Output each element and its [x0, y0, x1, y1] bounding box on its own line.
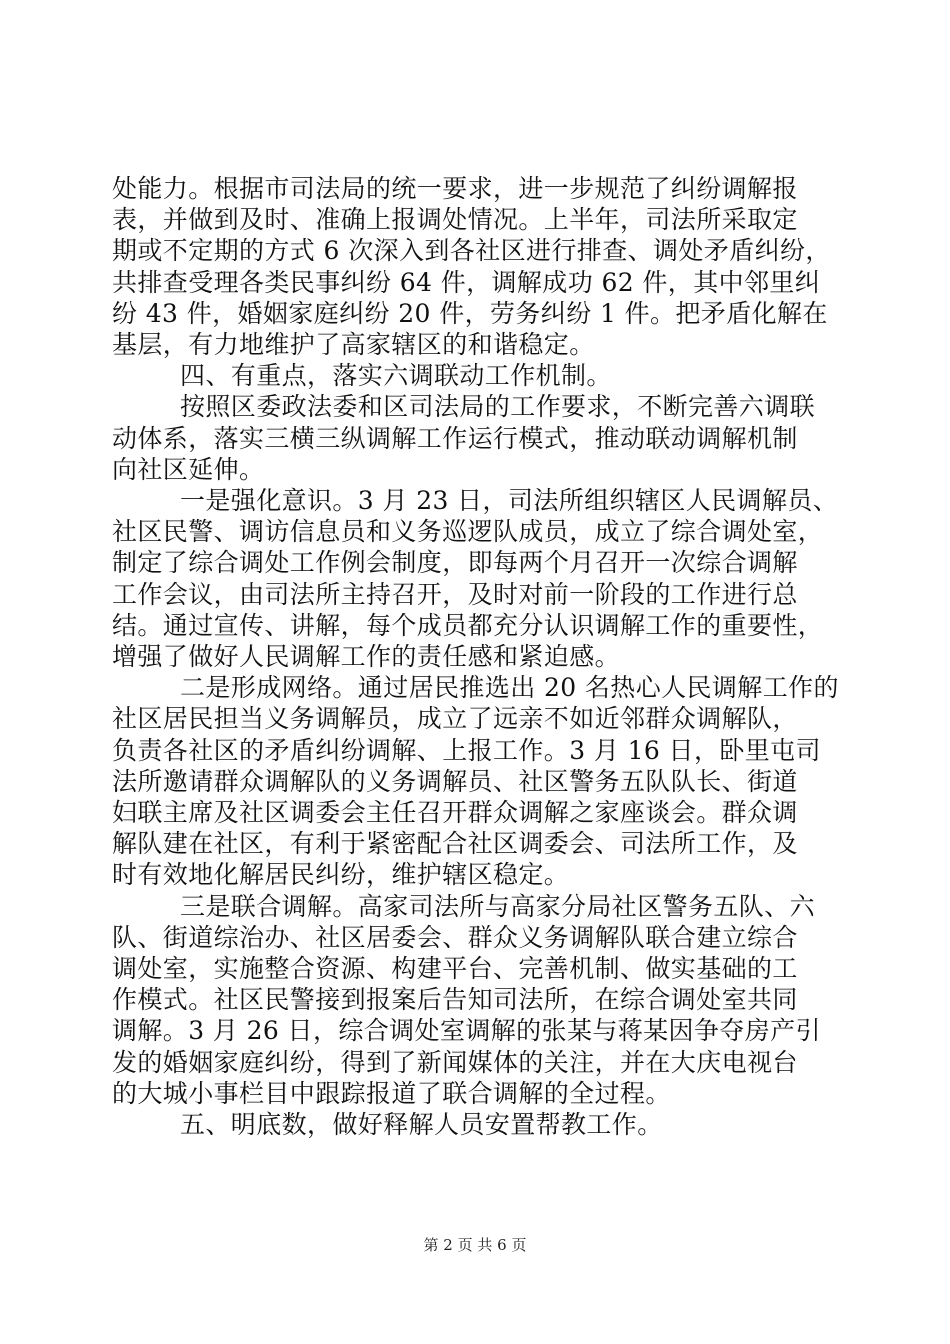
- text-line: 时有效地化解居民纠纷，维护辖区稳定。: [112, 860, 570, 890]
- text-line: 一是强化意识。3 月 23 日，司法所组织辖区人民调解员、: [180, 486, 839, 515]
- text-line: 负责各社区的矛盾纠纷调解、上报工作。3 月 16 日，卧里屯司: [112, 735, 821, 765]
- text-line: 动体系，落实三横三纵调解工作运行模式，推动联动调解机制: [112, 423, 798, 453]
- text-line: 调解。3 月 26 日，综合调处室调解的张某与蒋某因争夺房产引: [112, 1016, 821, 1046]
- text-line: 发的婚姻家庭纠纷，得到了新闻媒体的关注，并在大庆电视台: [112, 1047, 798, 1077]
- text-line: 的大城小事栏目中跟踪报道了联合调解的全过程。: [112, 1078, 671, 1108]
- text-line: 调处室，实施整合资源、构建平台、完善机制、做实基础的工: [112, 954, 798, 983]
- text-line: 增强了做好人民调解工作的责任感和紧迫感。: [112, 642, 621, 671]
- text-line: 妇联主席及社区调委会主任召开群众调解之家座谈会。群众调: [112, 798, 798, 827]
- text-line: 期或不定期的方式 6 次深入到各社区进行排查、调处矛盾纠纷，: [112, 236, 831, 266]
- text-line: 工作会议，由司法所主持召开，及时对前一阶段的工作进行总: [112, 579, 798, 609]
- text-line: 表，并做到及时、准确上报调处情况。上半年，司法所采取定: [112, 205, 798, 235]
- page-footer: 第 2 页 共 6 页: [423, 1236, 527, 1254]
- text-line: 法所邀请群众调解队的义务调解员、社区警务五队队长、街道: [112, 766, 798, 796]
- text-line: 基层，有力地维护了高家辖区的和谐稳定。: [112, 330, 595, 359]
- text-line: 处能力。根据市司法局的统一要求，进一步规范了纠纷调解报: [112, 174, 798, 203]
- text-line: 按照区委政法委和区司法局的工作要求，不断完善六调联: [180, 392, 816, 422]
- text-line: 队、街道综治办、社区居委会、群众义务调解队联合建立综合: [112, 922, 798, 952]
- section-heading: 四、有重点，落实六调联动工作机制。: [180, 361, 612, 391]
- text-line: 纷 43 件，婚姻家庭纠纷 20 件，劳务纠纷 1 件。把矛盾化解在: [112, 298, 828, 328]
- text-line: 社区民警、调访信息员和义务巡逻队成员，成立了综合调处室，: [112, 517, 824, 547]
- text-line: 共排查受理各类民事纠纷 64 件，调解成功 62 件，其中邻里纠: [112, 267, 821, 297]
- text-line: 向社区延伸。: [112, 454, 265, 484]
- text-line: 社区居民担当义务调解员，成立了远亲不如近邻群众调解队，: [112, 704, 798, 734]
- text-line: 作模式。社区民警接到报案后告知司法所，在综合调处室共同: [112, 985, 798, 1015]
- text-line: 解队建在社区，有利于紧密配合社区调委会、司法所工作，及: [112, 829, 798, 859]
- text-line: 制定了综合调处工作例会制度，即每两个月召开一次综合调解: [112, 548, 798, 578]
- text-line: 二是形成网络。通过居民推选出 20 名热心人民调解工作的: [180, 673, 839, 703]
- text-line: 三是联合调解。高家司法所与高家分局社区警务五队、六: [180, 891, 816, 921]
- text-line: 结。通过宣传、讲解，每个成员都充分认识调解工作的重要性，: [112, 610, 824, 640]
- section-heading: 五、明底数，做好释解人员安置帮教工作。: [180, 1110, 663, 1139]
